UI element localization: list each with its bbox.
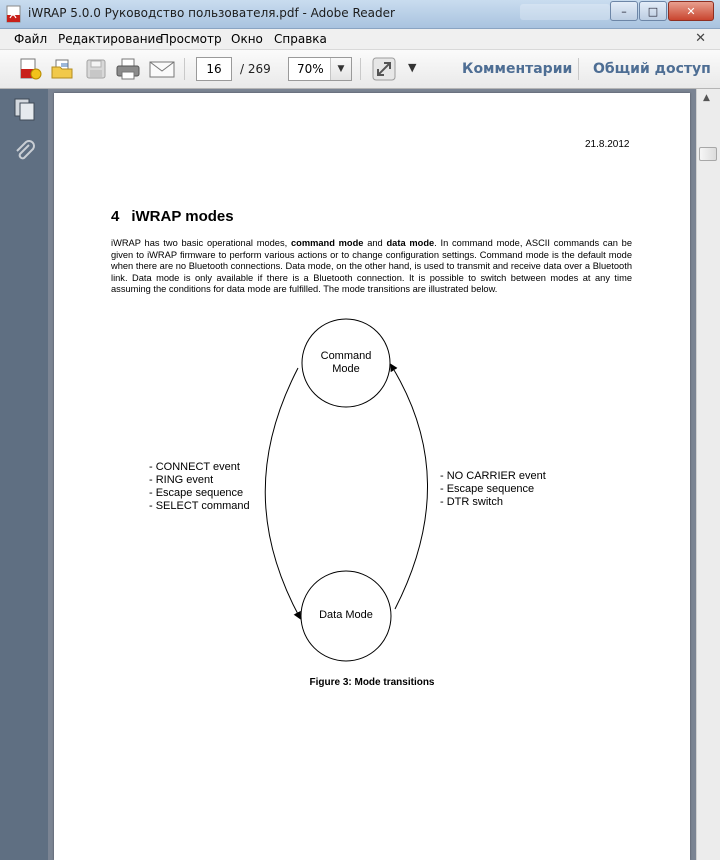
window-title: iWRAP 5.0.0 Руководство пользователя.pdf - Adobe Reader [28,6,395,20]
menu-file[interactable]: Файл [14,32,48,46]
event-label: - Escape sequence [440,483,535,495]
menu-bar [0,29,720,50]
save-icon [85,58,107,80]
titlebar-glow [520,4,610,20]
section-heading [111,208,234,225]
paragraph-text: iWRAP has two basic operational modes, [111,238,288,248]
body-paragraph [111,238,632,296]
attachments-icon[interactable] [12,139,38,165]
event-label: - Escape sequence [149,487,244,499]
chevron-down-icon[interactable]: ▼ [330,58,351,80]
title-bar [0,0,720,29]
scrollbar-thumb[interactable] [699,147,717,161]
toolbar-separator [360,58,361,80]
command-mode-label [306,350,386,376]
section-title: iWRAP modes [131,208,234,225]
navigation-pane [0,89,48,860]
event-label: - RING event [149,474,214,486]
maximize-button[interactable]: □ [639,1,667,21]
data-mode-label: Data Mode [319,609,373,621]
to-command-mode-arrow [391,365,428,609]
menu-view[interactable]: Просмотр [160,32,222,46]
event-label: - NO CARRIER event [440,470,546,482]
paragraph-bold: data mode [386,238,435,248]
print-icon [115,57,141,81]
command-mode-label-line: Mode [332,363,360,375]
open-button[interactable] [48,56,76,82]
page-total: / 269 [240,62,271,76]
event-label: - DTR switch [440,496,503,508]
close-button[interactable]: ✕ [668,1,714,21]
enter-command-mode-events [440,470,546,509]
adobe-reader-icon [6,5,22,23]
mode-transition-figure [54,313,690,693]
create-pdf-button[interactable] [16,56,44,82]
toolbar [0,50,720,89]
paragraph-bold: command mode [290,238,364,248]
email-button[interactable] [148,56,176,82]
close-document-icon[interactable]: ✕ [695,31,706,46]
document-viewer [48,89,696,860]
full-screen-button[interactable] [370,56,398,82]
to-data-mode-arrow [265,368,300,618]
pages-icon[interactable] [12,97,38,123]
enter-data-mode-events [149,461,250,513]
print-button[interactable] [114,56,142,82]
zoom-select[interactable] [288,57,352,81]
toolbar-separator [578,58,579,80]
scroll-up-icon[interactable]: ▲ [703,93,710,103]
create-pdf-icon [18,57,42,81]
section-number: 4 [111,208,120,225]
event-label: - SELECT command [149,500,250,512]
event-label: - CONNECT event [149,461,240,473]
window-controls [609,1,714,21]
command-mode-label-line: Command [320,350,372,362]
zoom-value: 70% [297,62,324,76]
minimize-button[interactable]: – [610,1,638,21]
menu-help[interactable]: Справка [274,32,327,46]
paragraph-text: . In command mode, ASCII commands can be given to iWRAP firmware to perform various actions or to change configuration settings. Command mode is the default mode when there are no Bluetooth connections. Data mode, on the other hand, is used to transmit and receive data over a Bluetooth link. Data mode is only available if there is a Bluetooth connection. It is possible to switch between modes at any time assuming the conditions for data mode are fulfilled. The mode transitions are illustrated below. [111,238,633,294]
toolbar-separator [184,58,185,80]
paragraph-text: and [367,238,383,248]
menu-window[interactable]: Окно [231,32,263,46]
save-button[interactable] [82,56,110,82]
page-date: 21.8.2012 [585,139,630,150]
vertical-scrollbar[interactable] [696,89,720,860]
share-button[interactable]: Общий доступ [593,61,711,77]
menu-edit[interactable]: Редактирование [58,32,163,46]
comments-button[interactable]: Комментарии [462,61,573,77]
figure-caption: Figure 3: Mode transitions [309,677,435,688]
page-number-input[interactable]: 16 [196,57,232,81]
toolbar-more-icon[interactable]: ▼ [408,61,417,74]
email-icon [149,59,175,79]
expand-icon [372,57,396,81]
pdf-page [54,93,690,860]
open-folder-icon [50,57,74,81]
